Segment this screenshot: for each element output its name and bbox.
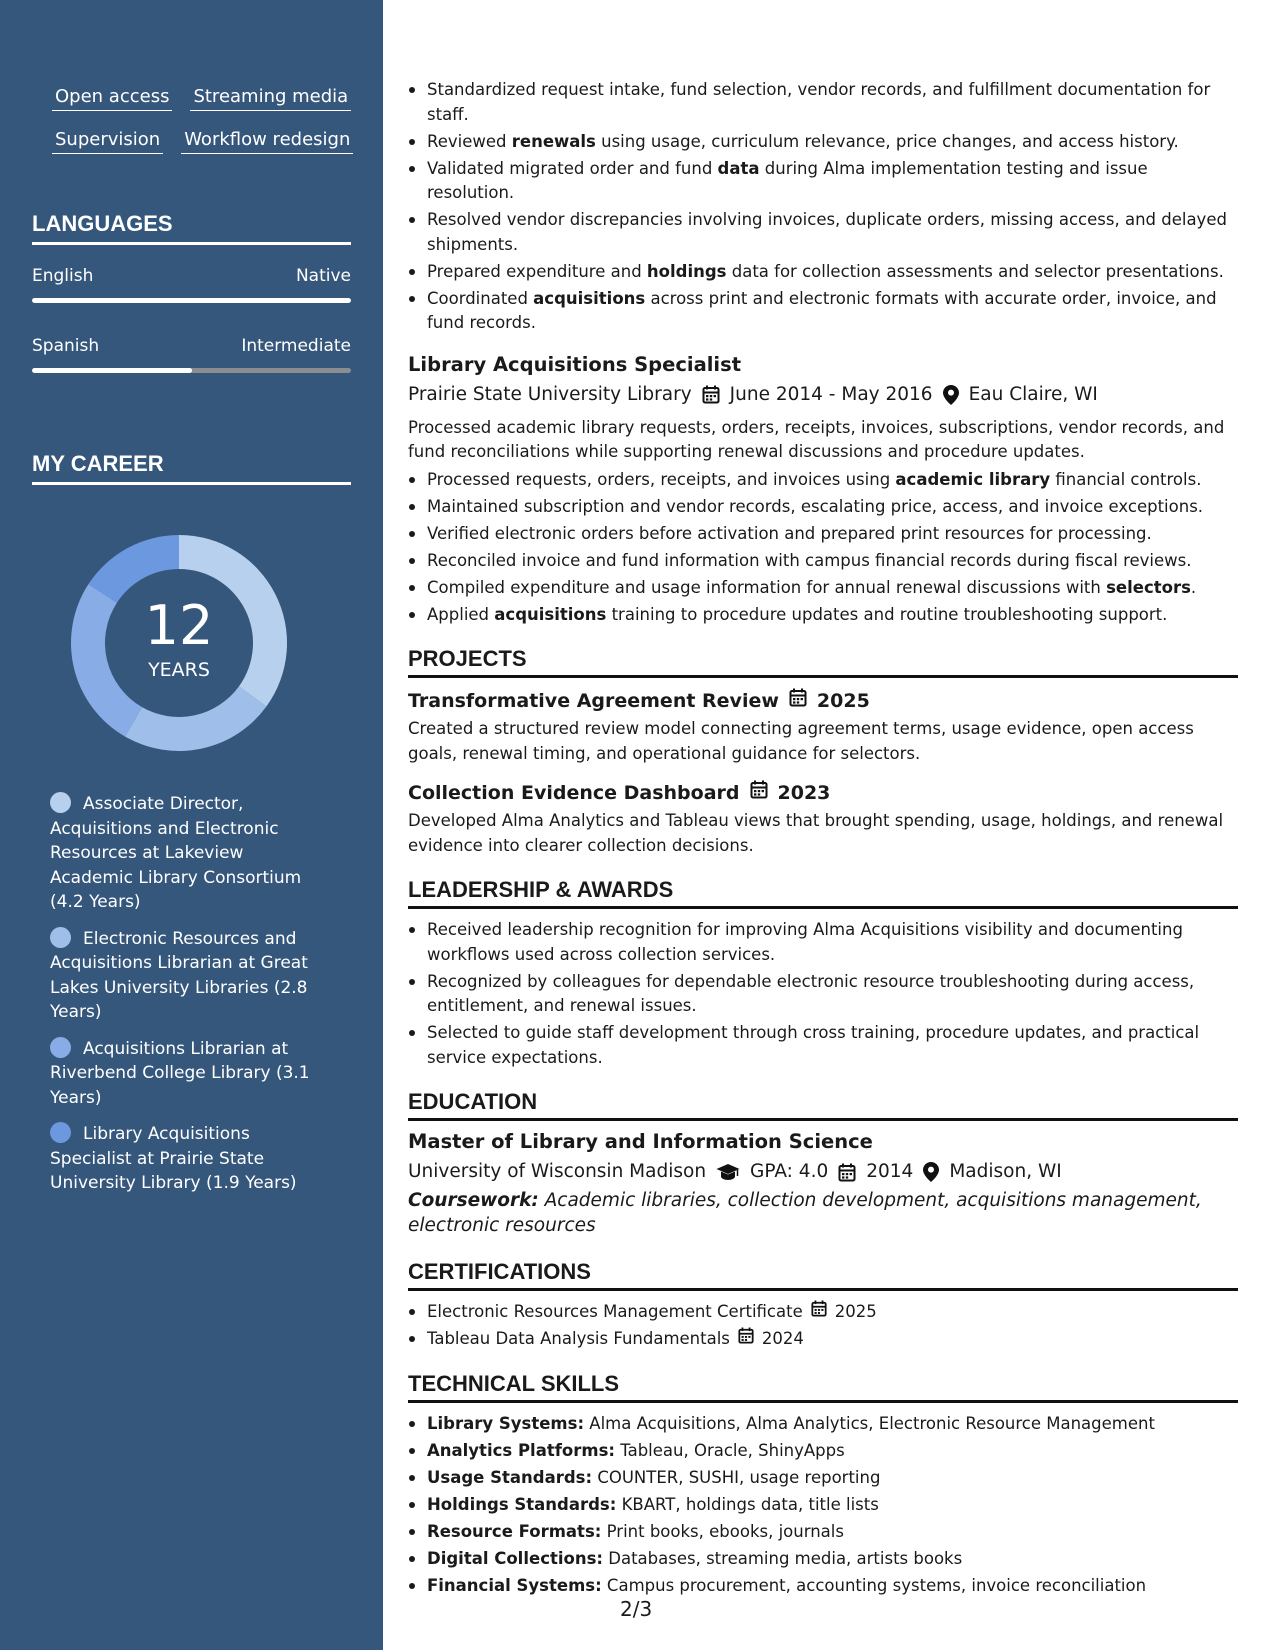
career-item-text: Associate Director, Acquisitions and Electronic Resources at Lakeview Academic Library Consortium (4.2 Years) (50, 794, 302, 912)
bullet-bold-text: selectors (1106, 577, 1191, 597)
skill-value: Campus procurement, accounting systems, invoice reconciliation (601, 1575, 1147, 1595)
school-location: Madison, WI (949, 1161, 1062, 1182)
career-list (50, 792, 315, 1208)
bullet-text: using usage, curriculum relevance, price changes, and access history. (595, 131, 1179, 151)
job-employer: Prairie State University Library (408, 383, 692, 405)
project-description: Developed Alma Analytics and Tableau views that brought spending, usage, holdings, and renewal evidence into clearer collection decisions. (408, 811, 1224, 855)
job-bullets (408, 468, 1238, 628)
job-dates: June 2014 - May 2016 (729, 383, 933, 405)
bullet-item (408, 208, 1238, 257)
career-item (50, 1122, 315, 1196)
bullet-item (408, 576, 1238, 601)
bullet-item (408, 603, 1238, 628)
skill-tags (52, 86, 352, 172)
graduation-cap-icon (716, 1163, 740, 1181)
calendar-icon (789, 688, 807, 714)
calendar-icon (811, 1300, 827, 1325)
language-name: English (32, 266, 94, 286)
experience-bullets (408, 78, 1238, 336)
technical-skills-heading: TECHNICAL SKILLS (408, 1370, 1238, 1403)
project-year: 2023 (777, 782, 831, 804)
language-bar (32, 298, 351, 303)
bullet-item (408, 522, 1238, 547)
career-donut-chart (66, 530, 292, 756)
main-content (408, 78, 1238, 1601)
skill-value: Print books, ebooks, journals (601, 1521, 844, 1541)
career-item (50, 792, 315, 915)
leadership-bullet: Received leadership recognition for improving Alma Acquisitions visibility and documenting workflows used across collection services. (408, 918, 1238, 967)
sidebar (0, 0, 383, 1650)
bullet-item (408, 468, 1238, 493)
leadership-bullet: Selected to guide staff development through cross training, procedure updates, and practical service expectations. (408, 1021, 1238, 1070)
certification-item (408, 1300, 1238, 1325)
bullet-item (408, 495, 1238, 520)
career-item-text: Electronic Resources and Acquisitions Librarian at Great Lakes University Libraries (2.8 Years) (50, 928, 308, 1022)
career-item-text: Acquisitions Librarian at Riverbend College Library (3.1 Years) (50, 1038, 310, 1108)
skill-item (408, 1493, 1238, 1518)
skill-label: Analytics Platforms: (427, 1440, 615, 1460)
bullet-item (408, 260, 1238, 285)
certifications-heading: CERTIFICATIONS (408, 1258, 1238, 1291)
bullet-text: during Alma implementation testing and issue resolution. (427, 158, 1148, 202)
skill-label: Digital Collections: (427, 1548, 604, 1568)
skill-item (408, 1466, 1238, 1491)
leadership-heading: LEADERSHIP & AWARDS (408, 876, 1238, 909)
calendar-icon (702, 385, 720, 404)
certification-item (408, 1327, 1238, 1352)
bullet-text: data for collection assessments and selector presentations. (726, 261, 1224, 281)
bullet-text: Processed requests, orders, receipts, and invoices using (427, 469, 896, 489)
language-english (32, 266, 351, 303)
bullet-text: across print and electronic formats with accurate order, invoice, and fund records. (427, 288, 1217, 332)
page-number: 2/3 (620, 1597, 653, 1621)
tag-row-2 (52, 129, 352, 154)
language-level: Intermediate (241, 336, 351, 356)
skill-value: Tableau, Oracle, ShinyApps (615, 1440, 845, 1460)
bullet-text: . (1190, 577, 1197, 597)
bullet-text: Maintained subscription and vendor records, escalating price, access, and invoice exceptions. (427, 496, 1204, 516)
coursework (408, 1188, 1238, 1238)
project-title: Transformative Agreement Review (408, 690, 779, 712)
skill-label: Library Systems: (427, 1413, 585, 1433)
project-year: 2025 (816, 690, 870, 712)
job-location: Eau Claire, WI (968, 383, 1098, 405)
certification-year: 2024 (761, 1329, 804, 1348)
calendar-icon (750, 780, 768, 806)
bullet-text: Coordinated (427, 288, 534, 308)
donut-center (66, 530, 292, 756)
tag-supervision: Supervision (52, 129, 163, 154)
coursework-text: Academic libraries, collection development, acquisitions management, electronic resources (408, 1190, 1202, 1236)
language-level: Native (295, 266, 351, 286)
coursework-label: Coursework: (408, 1190, 539, 1211)
bullet-bold-text: data (717, 158, 760, 178)
skill-label: Usage Standards: (427, 1467, 593, 1487)
bullet-text: Prepared expenditure and (427, 261, 647, 281)
legend-dot (50, 792, 71, 813)
tag-row-1 (52, 86, 352, 111)
skill-item (408, 1574, 1238, 1599)
bullet-item (408, 157, 1238, 206)
skill-item (408, 1412, 1238, 1437)
education-heading: EDUCATION (408, 1088, 1238, 1121)
bullet-text: financial controls. (1050, 469, 1202, 489)
bullet-text: Verified electronic orders before activation and prepared print resources for processing. (427, 523, 1152, 543)
career-years-label: YEARS (148, 659, 210, 681)
skill-item (408, 1520, 1238, 1545)
language-bar-fill (32, 368, 192, 373)
bullet-item (408, 549, 1238, 574)
career-heading: MY CAREER (32, 451, 351, 485)
skill-value: KBART, holdings data, title lists (616, 1494, 879, 1514)
degree-title: Master of Library and Information Science (408, 1130, 873, 1153)
gpa: GPA: 4.0 (750, 1161, 829, 1182)
project-item (408, 780, 1238, 858)
school-name: University of Wisconsin Madison (408, 1161, 707, 1182)
education-meta (408, 1159, 1238, 1185)
skill-value: Alma Acquisitions, Alma Analytics, Electronic Resource Management (584, 1413, 1155, 1433)
bullet-text: Compiled expenditure and usage information for annual renewal discussions with (427, 577, 1107, 597)
legend-dot (50, 1122, 71, 1143)
language-name: Spanish (32, 336, 100, 356)
bullet-bold-text: holdings (646, 261, 727, 281)
bullet-text: Reconciled invoice and fund information with campus financial records during fiscal reviews. (427, 550, 1192, 570)
certification-year: 2025 (834, 1302, 877, 1321)
job-title: Library Acquisitions Specialist (408, 352, 742, 376)
graduation-year: 2014 (866, 1161, 914, 1182)
bullet-text: Applied (427, 604, 495, 624)
skill-label: Financial Systems: (427, 1575, 602, 1595)
skill-item (408, 1547, 1238, 1572)
map-pin-icon (943, 385, 959, 405)
language-bar-fill (32, 298, 351, 303)
bullet-bold-text: renewals (511, 131, 596, 151)
skill-item (408, 1439, 1238, 1464)
bullet-item (408, 287, 1238, 336)
bullet-bold-text: acquisitions (494, 604, 607, 624)
bullet-text: Resolved vendor discrepancies involving invoices, duplicate orders, missing access, and delayed shipments. (427, 210, 1227, 254)
leadership-bullet: Recognized by colleagues for dependable electronic resource troubleshooting during access, entitlement, and renewal issues. (408, 970, 1238, 1019)
tag-open-access: Open access (52, 86, 172, 111)
leadership-bullets (408, 918, 1238, 1070)
career-item-text: Library Acquisitions Specialist at Prairie State University Library (1.9 Years) (50, 1124, 297, 1193)
language-bar (32, 368, 351, 373)
language-spanish (32, 336, 351, 373)
bullet-text: Standardized request intake, fund selection, vendor records, and fulfillment documentation for staff. (427, 80, 1211, 124)
legend-dot (50, 927, 71, 948)
bullet-text: Validated migrated order and fund (427, 158, 718, 178)
certification-name: Electronic Resources Management Certificate (427, 1302, 803, 1321)
technical-skills-list (408, 1412, 1238, 1599)
certifications-list (408, 1300, 1238, 1352)
project-item (408, 688, 1238, 766)
job-summary: Processed academic library requests, orders, receipts, invoices, subscriptions, vendor records, and fund reconciliations while supporting renewal discussions and procedure updates. (408, 417, 1225, 461)
calendar-icon (738, 1327, 754, 1352)
bullet-bold-text: academic library (895, 469, 1051, 489)
project-description: Created a structured review model connecting agreement terms, usage evidence, open access goals, renewal timing, and operational guidance for selectors. (408, 719, 1194, 763)
skill-value: Databases, streaming media, artists books (603, 1548, 963, 1568)
bullet-text: Reviewed (427, 131, 512, 151)
career-total-years: 12 (144, 594, 214, 657)
skill-label: Resource Formats: (427, 1521, 602, 1541)
tag-streaming-media: Streaming media (190, 86, 351, 111)
skill-value: COUNTER, SUSHI, usage reporting (592, 1467, 881, 1487)
bullet-text: training to procedure updates and routine troubleshooting support. (606, 604, 1168, 624)
career-item (50, 927, 315, 1025)
certification-name: Tableau Data Analysis Fundamentals (427, 1329, 730, 1348)
tag-workflow-redesign: Workflow redesign (181, 129, 353, 154)
languages-heading: LANGUAGES (32, 211, 351, 245)
calendar-icon (838, 1163, 856, 1182)
skill-label: Holdings Standards: (427, 1494, 617, 1514)
job-meta (408, 382, 1238, 408)
career-item (50, 1037, 315, 1111)
projects-heading: PROJECTS (408, 645, 1238, 678)
bullet-item (408, 130, 1238, 155)
map-pin-icon (923, 1162, 939, 1182)
project-title: Collection Evidence Dashboard (408, 782, 740, 804)
bullet-bold-text: acquisitions (533, 288, 646, 308)
legend-dot (50, 1037, 71, 1058)
bullet-item (408, 78, 1238, 127)
